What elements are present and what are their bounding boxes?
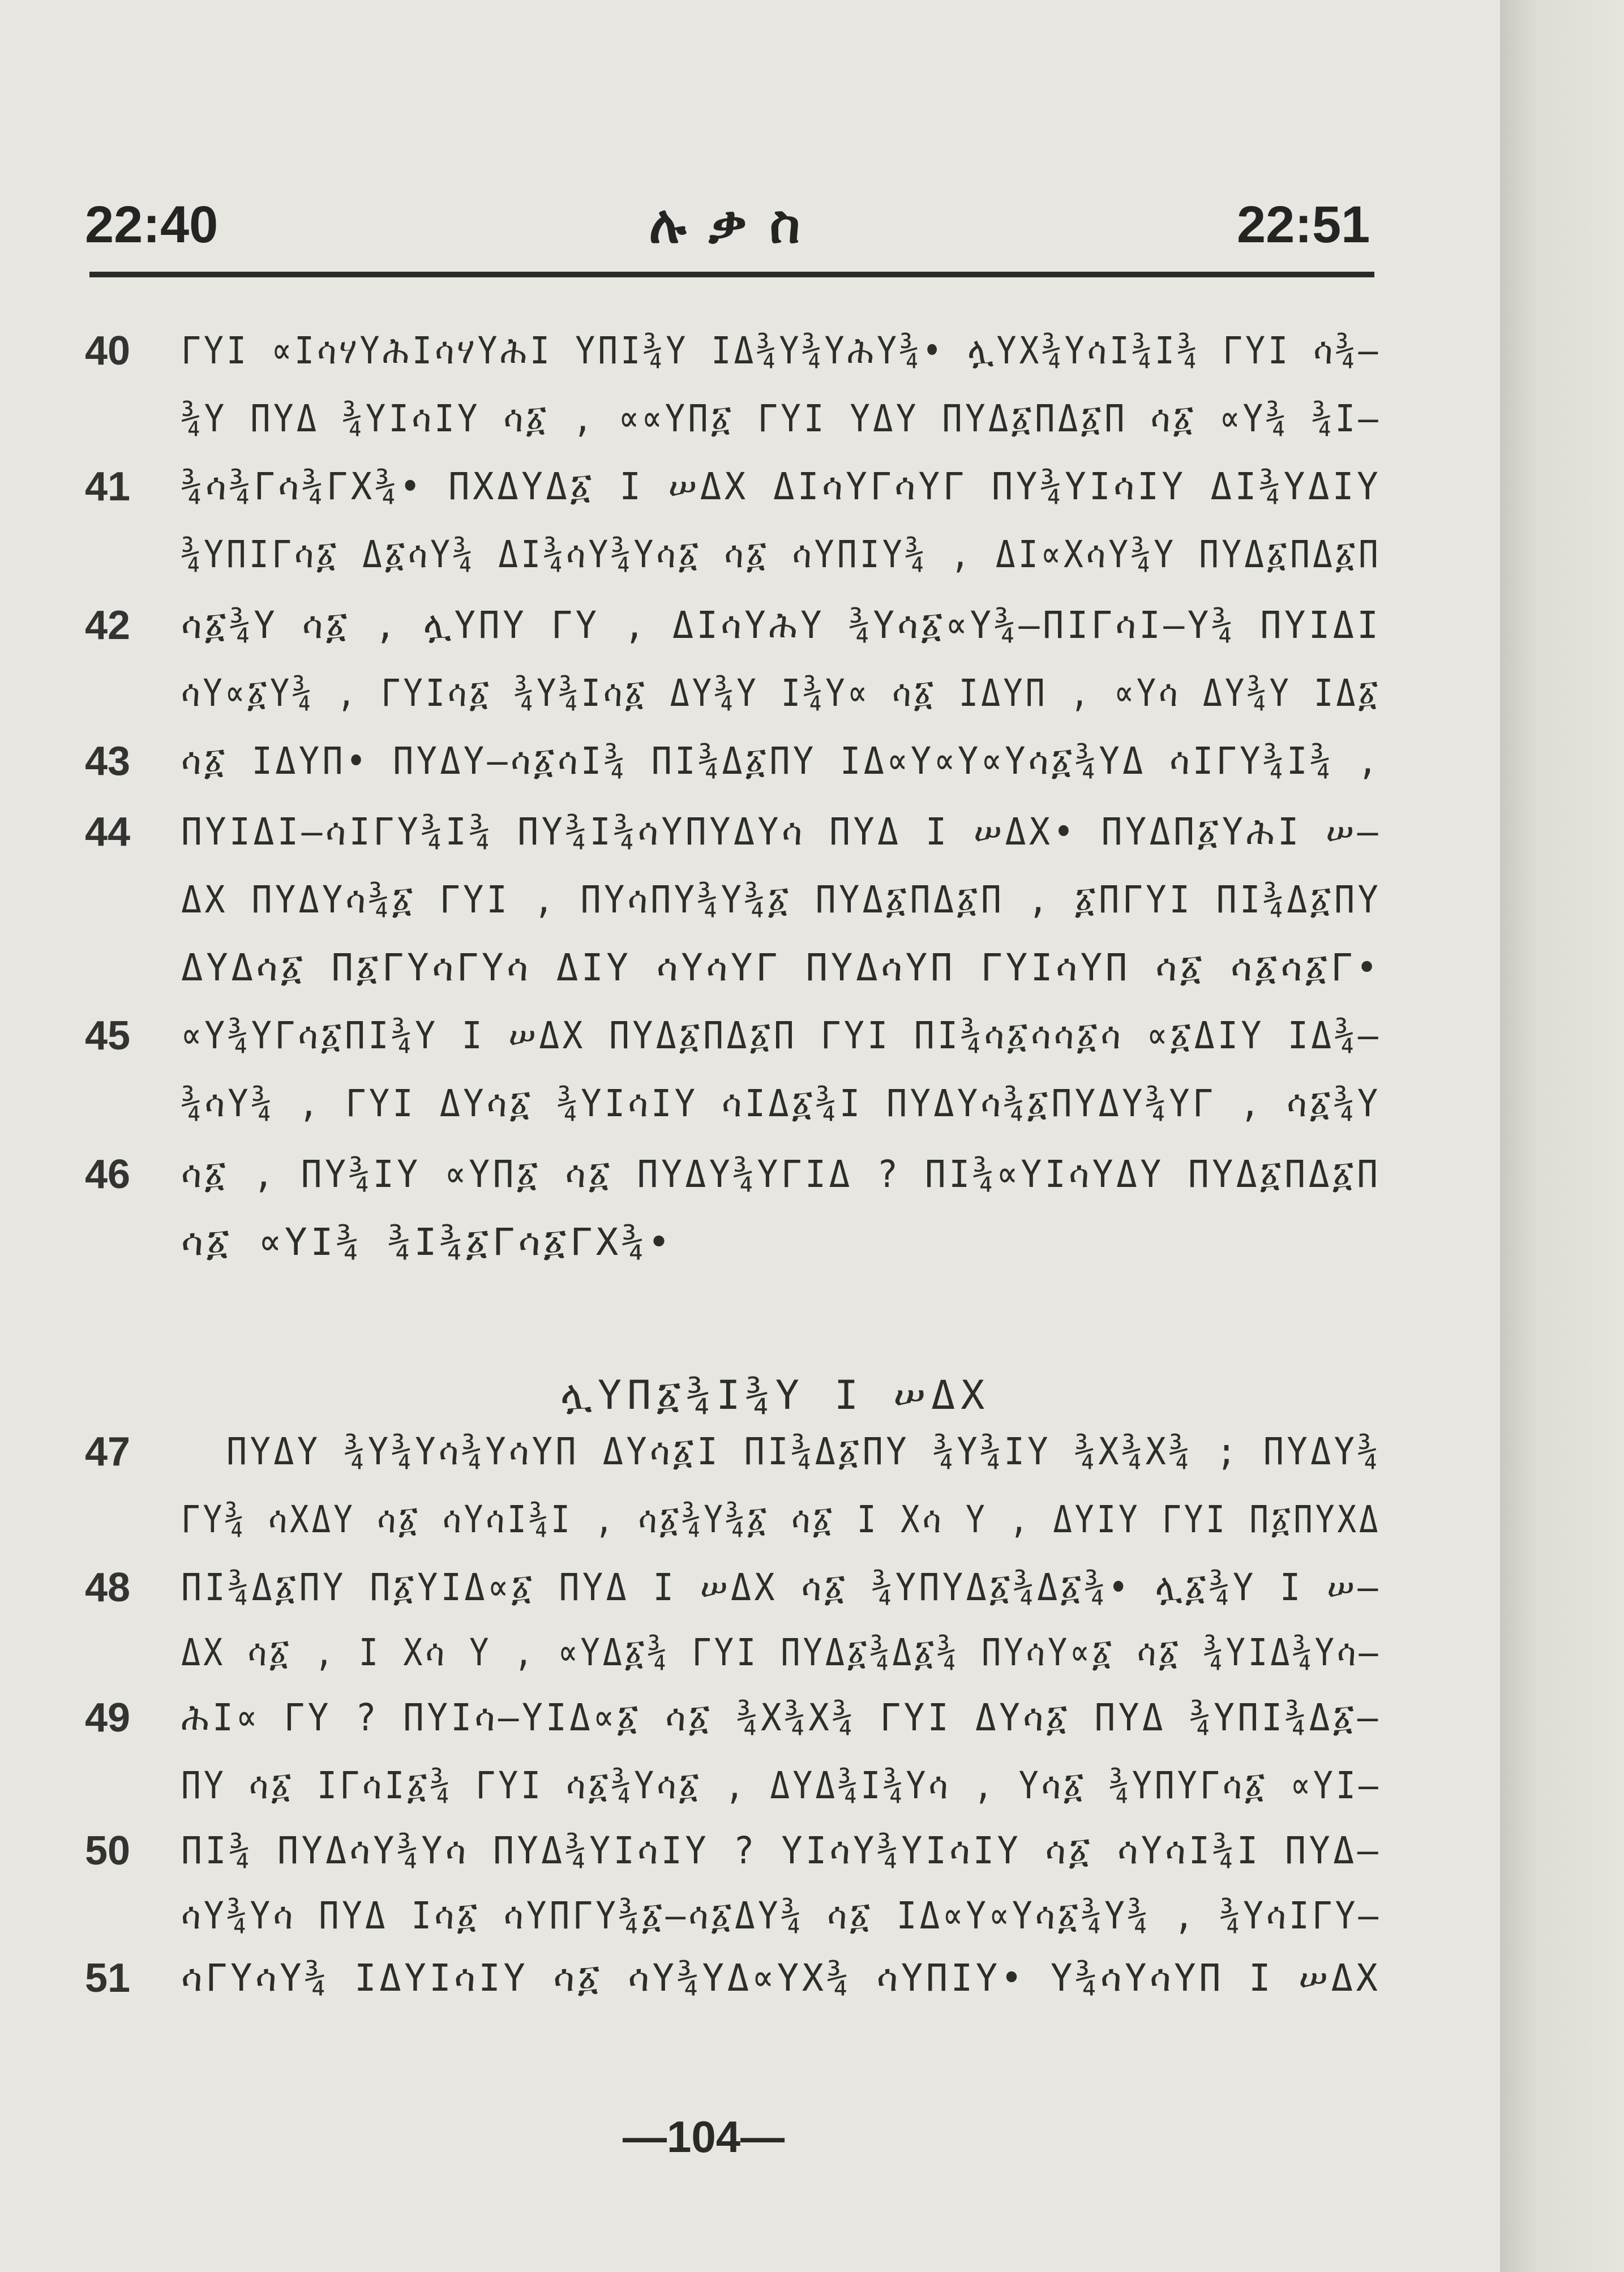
text-line: ሳY¾Yሳ ПYΔ Iሳ፩ ሳYПГY¾፩–ሳ፩ΔY¾ ሳ፩ IΔ∝Y∝Yሳ፩¾Y¾ , ¾YሳIГY– — [181, 1894, 1382, 1937]
verse-number: 43 — [85, 739, 131, 784]
text-line: ¾ҮПIГሳ፩ Δ፩ሳY¾ ΔI¾ሳY¾Yሳ፩ ሳ፩ ሳYПIY¾ , ΔI∝XሳY¾Y ПYΔ፩ПΔ፩П — [181, 533, 1382, 576]
text-line: ሳ፩ , ПY¾IY ∝YП፩ ሳ፩ ПYΔY¾YГIΔ ? ПI¾∝YIሳYΔY ПYΔ፩ПΔ፩П — [181, 1152, 1381, 1196]
text-line: ¾ሳ¾Гሳ¾ГX¾• ПXΔYΔ፩ I ሠΔX ΔIሳYГሳYГ ПY¾ҮIሳIY ΔI¾YΔIY — [181, 465, 1382, 508]
text-line: ΔX ሳ፩ , I Xሳ Y , ∝YΔ፩¾ ГYI ПYΔ፩¾Δ፩¾ ПYሳY∝፩ ሳ፩ ¾YIΔ¾Yሳ– — [181, 1631, 1381, 1674]
verse-number: 45 — [85, 1013, 131, 1058]
text-line: ∝Y¾YГሳ፩ПI¾Y I ሠΔX ПYΔ፩ПΔ፩П ГYI ПI¾ሳ፩ሳሳ፩ሳ ∝፩ΔIY IΔ¾– — [181, 1014, 1382, 1057]
verse-number: 50 — [85, 1828, 131, 1874]
header-title: ሉቃስ — [649, 196, 823, 254]
facing-page-edge — [1500, 0, 1624, 2272]
section-heading: ሏYП፩¾I¾Y I ሠΔX — [560, 1372, 991, 1418]
header-right-reference: 22:51 — [1237, 196, 1370, 254]
text-line: ሳГYሳY¾ IΔYIሳIY ሳ፩ ሳY¾YΔ∝YX¾ ሳYПIY• Y¾ሳYሳYП I ሠΔX — [181, 1956, 1381, 2000]
text-line: ПI¾ ПYΔሳY¾Yሳ ПYΔ¾YIሳIY ? YIሳY¾YIሳIY ሳ፩ ሳYሳI¾I ПYΔ– — [181, 1829, 1382, 1872]
text-line: ПYΔY ¾Y¾Yሳ¾YሳYП ΔYሳ፩I ПI¾Δ፩ПY ¾Y¾IY ¾X¾X¾ ; ПYΔY¾ — [226, 1430, 1382, 1473]
text-line: ΔYΔሳ፩ П፩ГYሳГYሳ ΔIY ሳYሳYГ ПYΔሳYП ГYIሳYП ሳ፩ ሳ፩ሳ፩Г• — [181, 946, 1381, 989]
verse-number: 40 — [85, 328, 131, 374]
text-line: ሕI∝ ГY ? ПYIሳ–YIΔ∝፩ ሳ፩ ¾X¾X¾ ГYI ΔYሳ፩ ПYΔ ¾YПI¾Δ፩– — [181, 1696, 1381, 1739]
verse-number: 48 — [85, 1565, 131, 1610]
text-line: ¾ሳY¾ , ГYI ΔYሳ፩ ¾YIሳIY ሳIΔ፩¾I ПYΔYሳ¾፩ПYΔY¾YГ , ሳ፩¾Y — [181, 1082, 1381, 1125]
text-line: ¾Y ПYΔ ¾ҮIሳIҮ ሳ፩ , ∝∝YП፩ ГҮI ҮΔҮ ПYΔ፩ПΔ፩П ሳ፩ ∝Y¾ ¾I– — [181, 397, 1382, 440]
verse-number: 51 — [85, 1956, 131, 2001]
verse-number: 44 — [85, 809, 131, 855]
text-line: ГY¾ ሳXΔY ሳ፩ ሳYሳI¾I , ሳ፩¾Y¾፩ ሳ፩ I Xሳ Y , ΔYIY ГYI П፩ПYXΔ — [181, 1498, 1381, 1541]
verse-number: 47 — [85, 1429, 131, 1474]
text-line: ሳ፩ IΔYП• ПYΔY–ሳ፩ሳI¾ ПI¾Δ፩ПY IΔ∝Y∝Y∝Yሳ፩¾YΔ ሳIГY¾I¾ , — [181, 739, 1381, 783]
text-line: ሳ፩¾Y ሳ፩ , ሏYПY ГY , ΔIሳYሕY ¾Yሳ፩∝Y¾–ПIГሳI–Y¾ ПYIΔI — [181, 603, 1382, 647]
page-number: —104— — [623, 2112, 785, 2162]
verse-number: 46 — [85, 1152, 131, 1197]
text-line: ПY ሳ፩ IГሳI፩¾ ГYI ሳ፩¾Yሳ፩ , ΔYΔ¾I¾Yሳ , Yሳ፩ ¾YПYГሳ፩ ∝YI– — [181, 1764, 1382, 1807]
text-line: ሳ፩ ∝YI¾ ¾I¾፩Гሳ፩ГX¾• — [181, 1220, 674, 1264]
text-line: ГҮI ∝IሳሃYሕIሳሃYሕI ҮПI¾Y IΔ¾Ү¾ҮሕY¾• ሏYX¾YሳI¾I¾ ГҮI ሳ¾– — [181, 329, 1381, 372]
verse-number: 42 — [85, 603, 131, 648]
header-rule — [89, 272, 1374, 277]
text-line: ПI¾Δ፩ПY П፩YIΔ∝፩ ПYΔ I ሠΔX ሳ፩ ¾YПYΔ፩¾Δ፩¾• ሏ፩¾Y I ሠ– — [181, 1566, 1381, 1609]
text-line: ሳY∝፩Y¾ , ГYIሳ፩ ¾Y¾Iሳ፩ ΔY¾Y I¾Y∝ ሳ፩ IΔYП , ∝Yሳ ΔY¾Y IΔ፩ — [181, 671, 1381, 715]
verse-number: 49 — [85, 1695, 131, 1741]
text-line: ΔX ПYΔYሳ¾፩ ГYI , ПYሳПY¾Y¾፩ ПYΔ፩ПΔ፩П , ፩ПГYI ПI¾Δ፩ПY — [181, 878, 1382, 921]
header-left-reference: 22:40 — [85, 196, 218, 254]
text-line: ПYIΔI–ሳIГY¾I¾ ПY¾I¾ሳYПYΔYሳ ПYΔ I ሠΔX• ПYΔП፩YሕI ሠ– — [181, 810, 1382, 854]
verse-number: 41 — [85, 464, 131, 509]
